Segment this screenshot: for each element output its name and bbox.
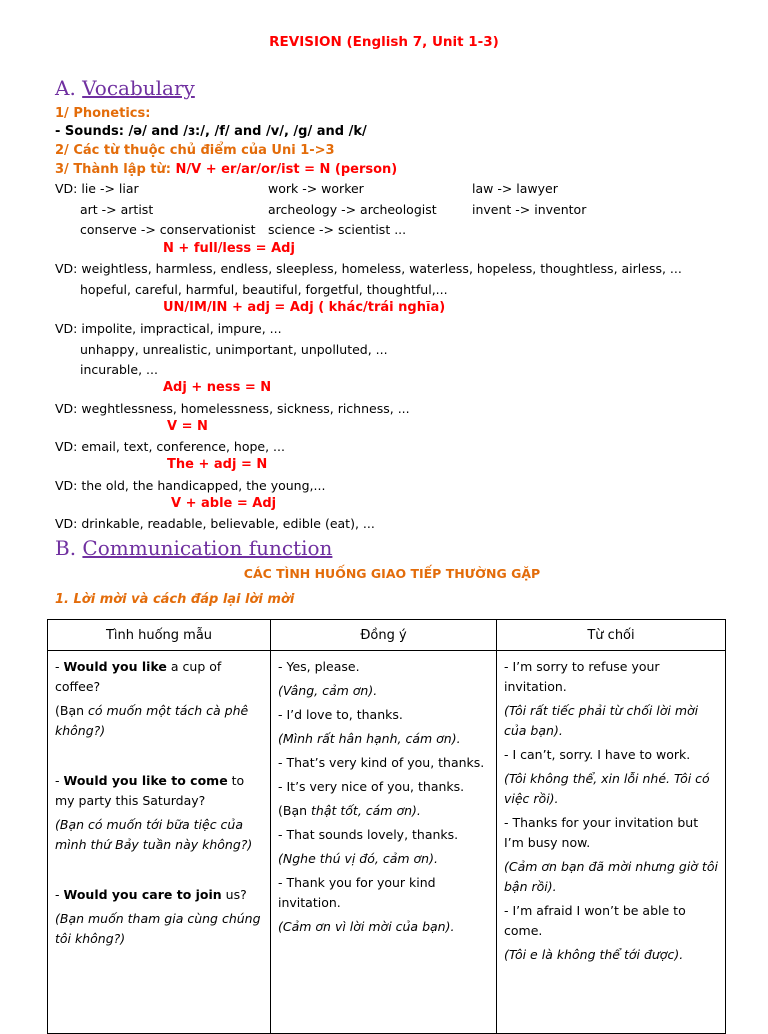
wordform-prefix: 3/ Thành lập từ: bbox=[55, 162, 176, 177]
invitation-join: - Would you care to join us? bbox=[55, 887, 247, 902]
situation-cell bbox=[48, 651, 271, 1034]
refuse-2: - I can’t, sorry. I have to work. bbox=[504, 747, 691, 762]
section-b-letter: B. bbox=[55, 536, 83, 560]
refuse-1: - I’m sorry to refuse your invitation. bbox=[504, 659, 660, 694]
invitation-join-translation: (Bạn muốn tham gia cùng chúng tôi không?) bbox=[55, 911, 261, 946]
rule-ness: Adj + ness = N bbox=[163, 380, 272, 395]
example-neg-3: incurable, ... bbox=[80, 362, 158, 377]
invitation-heading: 1. Lời mời và cách đáp lại lời mời bbox=[55, 592, 295, 607]
accept-1-translation: (Vâng, cảm ơn). bbox=[278, 683, 378, 698]
header-accept: Đồng ý bbox=[271, 620, 497, 651]
section-a-letter: A. bbox=[55, 76, 83, 100]
wordform-rule: N/V + er/ar/or/ist = N (person) bbox=[175, 162, 398, 177]
accept-6-translation: (Cảm ơn vì lời mời của bạn). bbox=[278, 919, 455, 934]
invitation-coffee-translation: (Bạn có muốn một tách cà phê không?) bbox=[55, 703, 249, 738]
invitation-coffee: - Would you like a cup of coffee? bbox=[55, 659, 222, 694]
refuse-2-translation: (Tôi không thể, xin lỗi nhé. Tôi có việc rồi). bbox=[504, 771, 710, 806]
accept-4: - It’s very nice of you, thanks. bbox=[278, 779, 465, 794]
accept-6: - Thank you for your kind invitation. bbox=[278, 875, 436, 910]
accept-2-translation: (Mình rất hân hạnh, cám ơn). bbox=[278, 731, 461, 746]
sounds-line bbox=[55, 124, 367, 139]
example-v-n: VD: email, text, conference, hope, ... bbox=[55, 439, 285, 454]
accept-cell bbox=[271, 651, 497, 1034]
example-liar: VD: lie -> liar bbox=[55, 181, 139, 196]
refuse-1-translation: (Tôi rất tiếc phải từ chối lời mời của bạn). bbox=[504, 703, 699, 738]
sounds-prefix: - Sounds: bbox=[55, 124, 129, 139]
sounds-value: /ə/ and /ɜ:/, /f/ and /v/, /g/ and /k/ bbox=[128, 124, 367, 139]
refuse-4: - I’m afraid I won’t be able to come. bbox=[504, 903, 686, 938]
section-a-heading bbox=[55, 76, 195, 100]
example-neg-1: VD: impolite, impractical, impure, ... bbox=[55, 321, 282, 336]
table-header-row bbox=[48, 620, 726, 651]
refuse-4-translation: (Tôi e là không thể tới được). bbox=[504, 947, 684, 962]
refuse-cell bbox=[497, 651, 726, 1034]
example-neg-2: unhappy, unrealistic, unimportant, unpolluted, ... bbox=[80, 342, 388, 357]
refuse-3-translation: (Cảm ơn bạn đã mời nhưng giờ tôi bận rồi). bbox=[504, 859, 718, 894]
example-the-adj: VD: the old, the handicapped, the young,... bbox=[55, 478, 326, 493]
invitation-party-translation: (Bạn có muốn tới bữa tiệc của mình thứ Bảy tuần này không?) bbox=[55, 817, 253, 852]
refuse-3: - Thanks for your invitation but I’m busy now. bbox=[504, 815, 699, 850]
example-conservationist: conserve -> conservationist bbox=[80, 222, 256, 237]
rule-able: V + able = Adj bbox=[171, 496, 277, 511]
accept-5-translation: (Nghe thú vị đó, cảm ơn). bbox=[278, 851, 438, 866]
wordform-line bbox=[55, 162, 397, 177]
invitation-party: - Would you like to come to my party this Saturday? bbox=[55, 773, 245, 808]
example-scientist: science -> scientist ... bbox=[268, 222, 407, 237]
section-a-name: Vocabulary bbox=[82, 76, 195, 100]
example-worker: work -> worker bbox=[268, 181, 364, 196]
table-row bbox=[48, 651, 726, 1034]
communication-subtitle: CÁC TÌNH HUỐNG GIAO TIẾP THƯỜNG GẶP bbox=[243, 566, 541, 581]
example-ness: VD: weghtlessness, homelessness, sickness, richness, ... bbox=[55, 401, 410, 416]
example-full-less-1: VD: weightless, harmless, endless, sleepless, homeless, waterless, hopeless, thoughtless, airless, ... bbox=[55, 261, 682, 276]
accept-1: - Yes, please. bbox=[278, 659, 360, 674]
example-inventor: invent -> inventor bbox=[472, 202, 587, 217]
example-archeologist: archeology -> archeologist bbox=[268, 202, 437, 217]
example-full-less-2: hopeful, careful, harmful, beautiful, forgetful, thoughtful,... bbox=[80, 282, 448, 297]
accept-3: - That’s very kind of you, thanks. bbox=[278, 755, 485, 770]
phonetics-label: 1/ Phonetics: bbox=[55, 106, 151, 121]
accept-2: - I’d love to, thanks. bbox=[278, 707, 403, 722]
header-situation: Tình huống mẫu bbox=[48, 620, 271, 651]
section-b-heading bbox=[55, 536, 332, 560]
topics-line: 2/ Các từ thuộc chủ điểm của Uni 1->3 bbox=[55, 143, 335, 158]
rule-full-less: N + full/less = Adj bbox=[163, 241, 295, 256]
header-refuse: Từ chối bbox=[497, 620, 726, 651]
invitation-table bbox=[47, 619, 726, 1034]
rule-v-n: V = N bbox=[167, 419, 208, 434]
example-able: VD: drinkable, readable, believable, edible (eat), ... bbox=[55, 516, 375, 531]
example-lawyer: law -> lawyer bbox=[472, 181, 558, 196]
accept-5: - That sounds lovely, thanks. bbox=[278, 827, 459, 842]
accept-4-translation: (Bạn thật tốt, cám ơn). bbox=[278, 803, 421, 818]
example-artist: art -> artist bbox=[80, 202, 154, 217]
document-title: REVISION (English 7, Unit 1-3) bbox=[269, 34, 499, 50]
rule-the-adj: The + adj = N bbox=[167, 457, 268, 472]
section-b-name: Communication function bbox=[82, 536, 333, 560]
rule-negative-prefix: UN/IM/IN + adj = Adj ( khác/trái nghĩa) bbox=[163, 300, 446, 315]
